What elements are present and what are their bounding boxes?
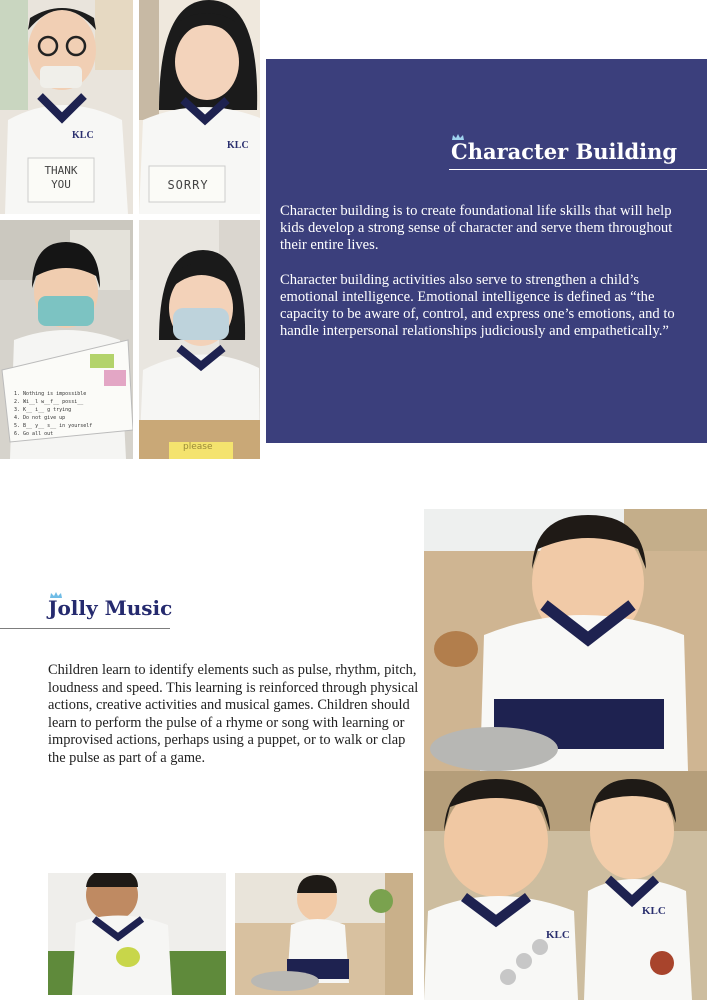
sorry-card-text: SORRY <box>167 178 209 192</box>
character-building-paragraph: Character building activities also serve to strengthen a child’s emotional intelligence. Emotional intelligence is defined as “the capacity to be aware of, control, and express one’s emotions, and to handle interpersonal relationships judiciously and empathetically.” <box>280 271 675 340</box>
title-underline <box>449 169 707 170</box>
title-underline <box>0 628 170 629</box>
character-building-title: Character Building <box>451 139 678 164</box>
photo-boys-bells-image <box>424 771 707 1000</box>
uniform-logo: KLC <box>642 905 666 917</box>
worksheet-lines <box>14 390 92 438</box>
worksheet-line: 4. Do not give up <box>14 415 66 421</box>
jolly-music-text: Children learn to identify elements such as pulse, rhythm, pitch, loudness and speed. This learning is reinforced through physical actions, creative activities and musical games. Children should learn to perform the pulse of a rhyme or song with learning or improvised actions, perhaps using a puppet, or to walk or clap the pulse as part of a game. <box>48 662 419 766</box>
photo-boys-bells <box>424 771 707 1000</box>
worksheet-line: 5. B__ y__ s__ in yourself <box>14 423 93 429</box>
uniform-logo: KLC <box>227 140 249 151</box>
photo-toddler-castanet-image <box>424 509 707 771</box>
photo-girl-mask-image <box>139 220 260 459</box>
photo-boy-thank-you <box>0 0 133 214</box>
photo-toddler-sitting <box>235 873 413 995</box>
character-building-text <box>280 203 696 357</box>
character-building-paragraph: Character building is to create foundational life skills that will help kids develop a strong sense of character and serve them throughout their entire lives. <box>280 203 673 254</box>
uniform-logo: KLC <box>72 130 94 141</box>
photo-boy-shaker-image <box>48 873 226 995</box>
worksheet-line: 2. Wi__l w__f__ possi__ <box>14 399 84 405</box>
character-building-panel <box>266 59 707 443</box>
jolly-music-title: Jolly Music <box>48 596 173 620</box>
thank-you-card-text: THANK YOU <box>44 164 78 191</box>
photo-toddler-sitting-image <box>235 873 413 995</box>
photo-girl-sorry <box>139 0 260 214</box>
photo-boy-worksheet <box>0 220 133 459</box>
photo-girl-mask <box>139 220 260 459</box>
worksheet-line: 3. K__ i__ g trying <box>14 407 72 413</box>
uniform-logo: KLC <box>546 929 570 941</box>
worksheet-line: 1. Nothing is impossible <box>14 391 87 397</box>
photo-toddler-castanet <box>424 509 707 771</box>
worksheet-line: 6. Go all out <box>14 431 54 437</box>
please-card-text: please <box>183 442 213 452</box>
photo-boy-shaker <box>48 873 226 995</box>
